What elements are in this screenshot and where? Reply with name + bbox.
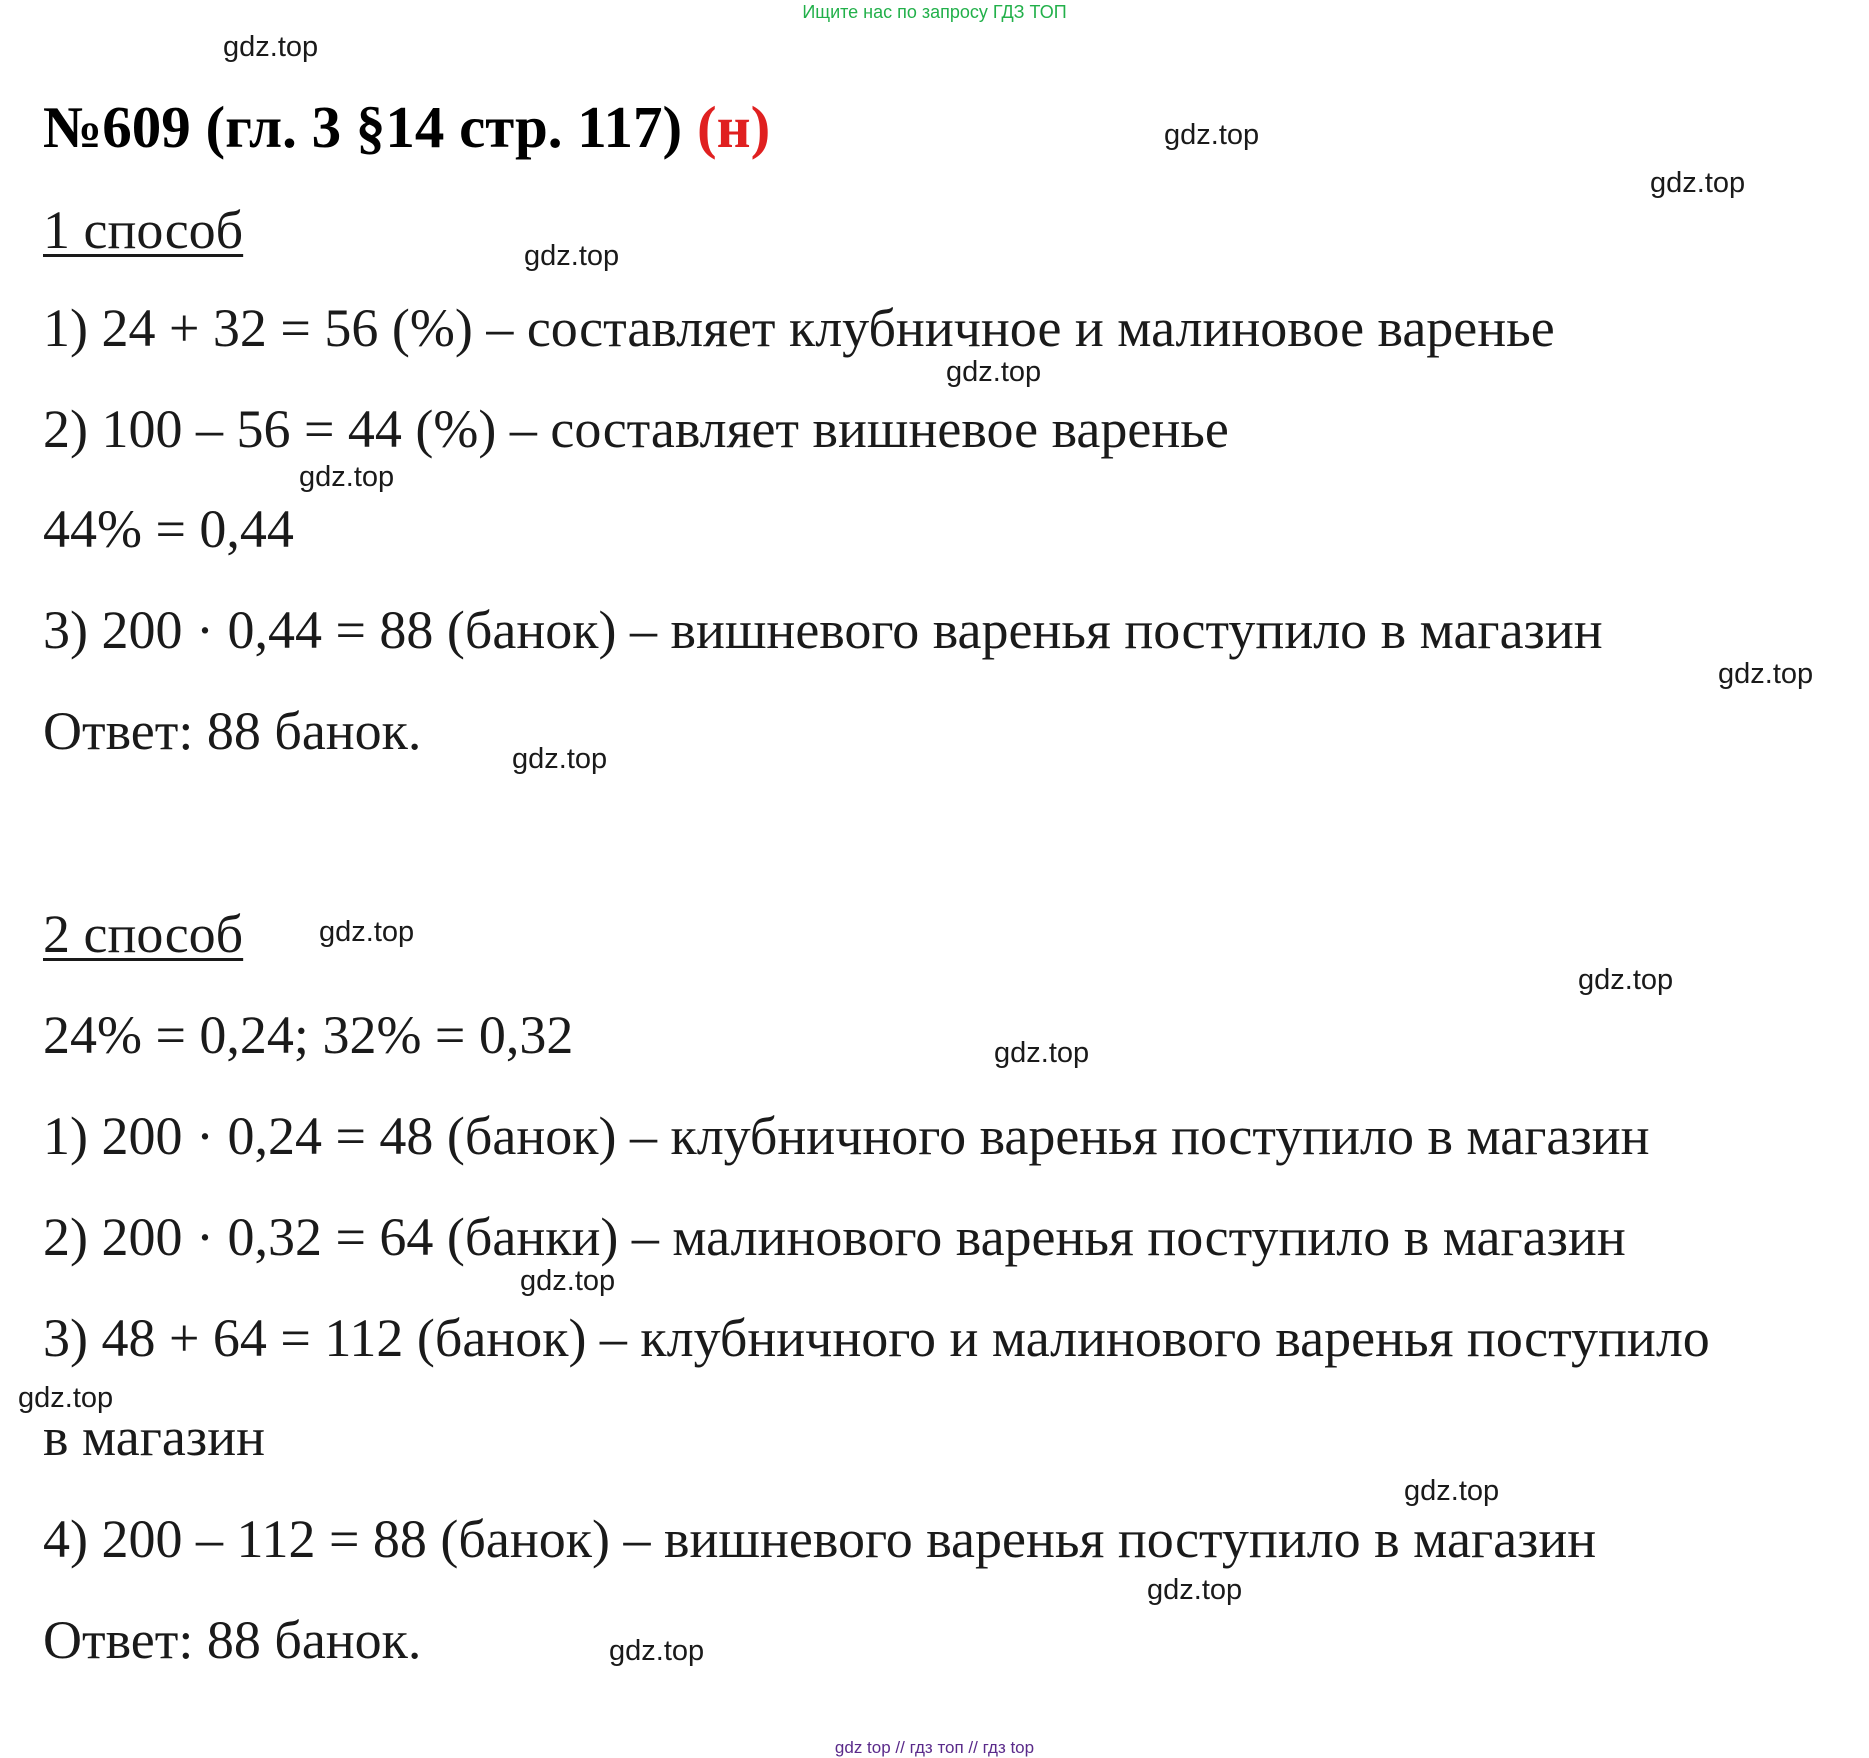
watermark: gdz.top: [1147, 1574, 1243, 1606]
method-2-step-3-continued: в магазин: [43, 1407, 266, 1467]
method-2-heading: 2 способ: [43, 904, 244, 964]
method-1-conversion: 44% = 0,44: [43, 499, 294, 559]
watermark: gdz.top: [1650, 167, 1746, 199]
top-banner: Ищите нас по запросу ГДЗ ТОП: [802, 2, 1067, 22]
watermark: gdz.top: [1164, 119, 1260, 151]
method-2-step-4: 4) 200 – 112 = 88 (банок) – вишневого варенья поступило в магазин: [43, 1509, 1597, 1569]
watermark: gdz.top: [1578, 964, 1674, 996]
method-1-step-1: 1) 24 + 32 = 56 (%) – составляет клубничное и малиновое варенье: [43, 298, 1555, 358]
watermark: gdz.top: [1718, 658, 1814, 690]
watermark: gdz.top: [524, 240, 620, 272]
method-2-step-2: 2) 200 · 0,32 = 64 (банки) – малинового варенья поступило в магазин: [43, 1207, 1626, 1267]
level-marker: (н): [696, 94, 771, 160]
watermark: gdz.top: [512, 743, 608, 775]
watermark: gdz.top: [520, 1265, 616, 1297]
watermark: gdz.top: [1404, 1475, 1500, 1507]
watermark: gdz.top: [299, 461, 395, 493]
watermark: gdz.top: [946, 356, 1042, 388]
method-1-step-2: 2) 100 – 56 = 44 (%) – составляет вишневое варенье: [43, 399, 1229, 459]
method-1-heading: 1 способ: [43, 200, 244, 260]
method-1-answer: Ответ: 88 банок.: [43, 701, 422, 761]
method-2-step-1: 1) 200 · 0,24 = 48 (банок) – клубничного варенья поступило в магазин: [43, 1106, 1650, 1166]
method-2-conversion: 24% = 0,24; 32% = 0,32: [43, 1005, 574, 1065]
exercise-number: №609 (гл. 3 §14 стр. 117): [43, 94, 683, 160]
exercise-title: [43, 92, 770, 162]
method-1-step-3: 3) 200 · 0,44 = 88 (банок) – вишневого варенья поступило в магазин: [43, 600, 1603, 660]
method-2-answer: Ответ: 88 банок.: [43, 1610, 422, 1670]
watermark: gdz.top: [994, 1037, 1090, 1069]
watermark: gdz.top: [319, 916, 415, 948]
footer-links: gdz top // гдз топ // гдз top: [834, 1738, 1035, 1757]
watermark: gdz.top: [18, 1382, 114, 1414]
method-2-step-3: 3) 48 + 64 = 112 (банок) – клубничного и малинового варенья поступило: [43, 1308, 1710, 1368]
watermark: gdz.top: [223, 31, 319, 63]
watermark: gdz.top: [609, 1635, 705, 1667]
